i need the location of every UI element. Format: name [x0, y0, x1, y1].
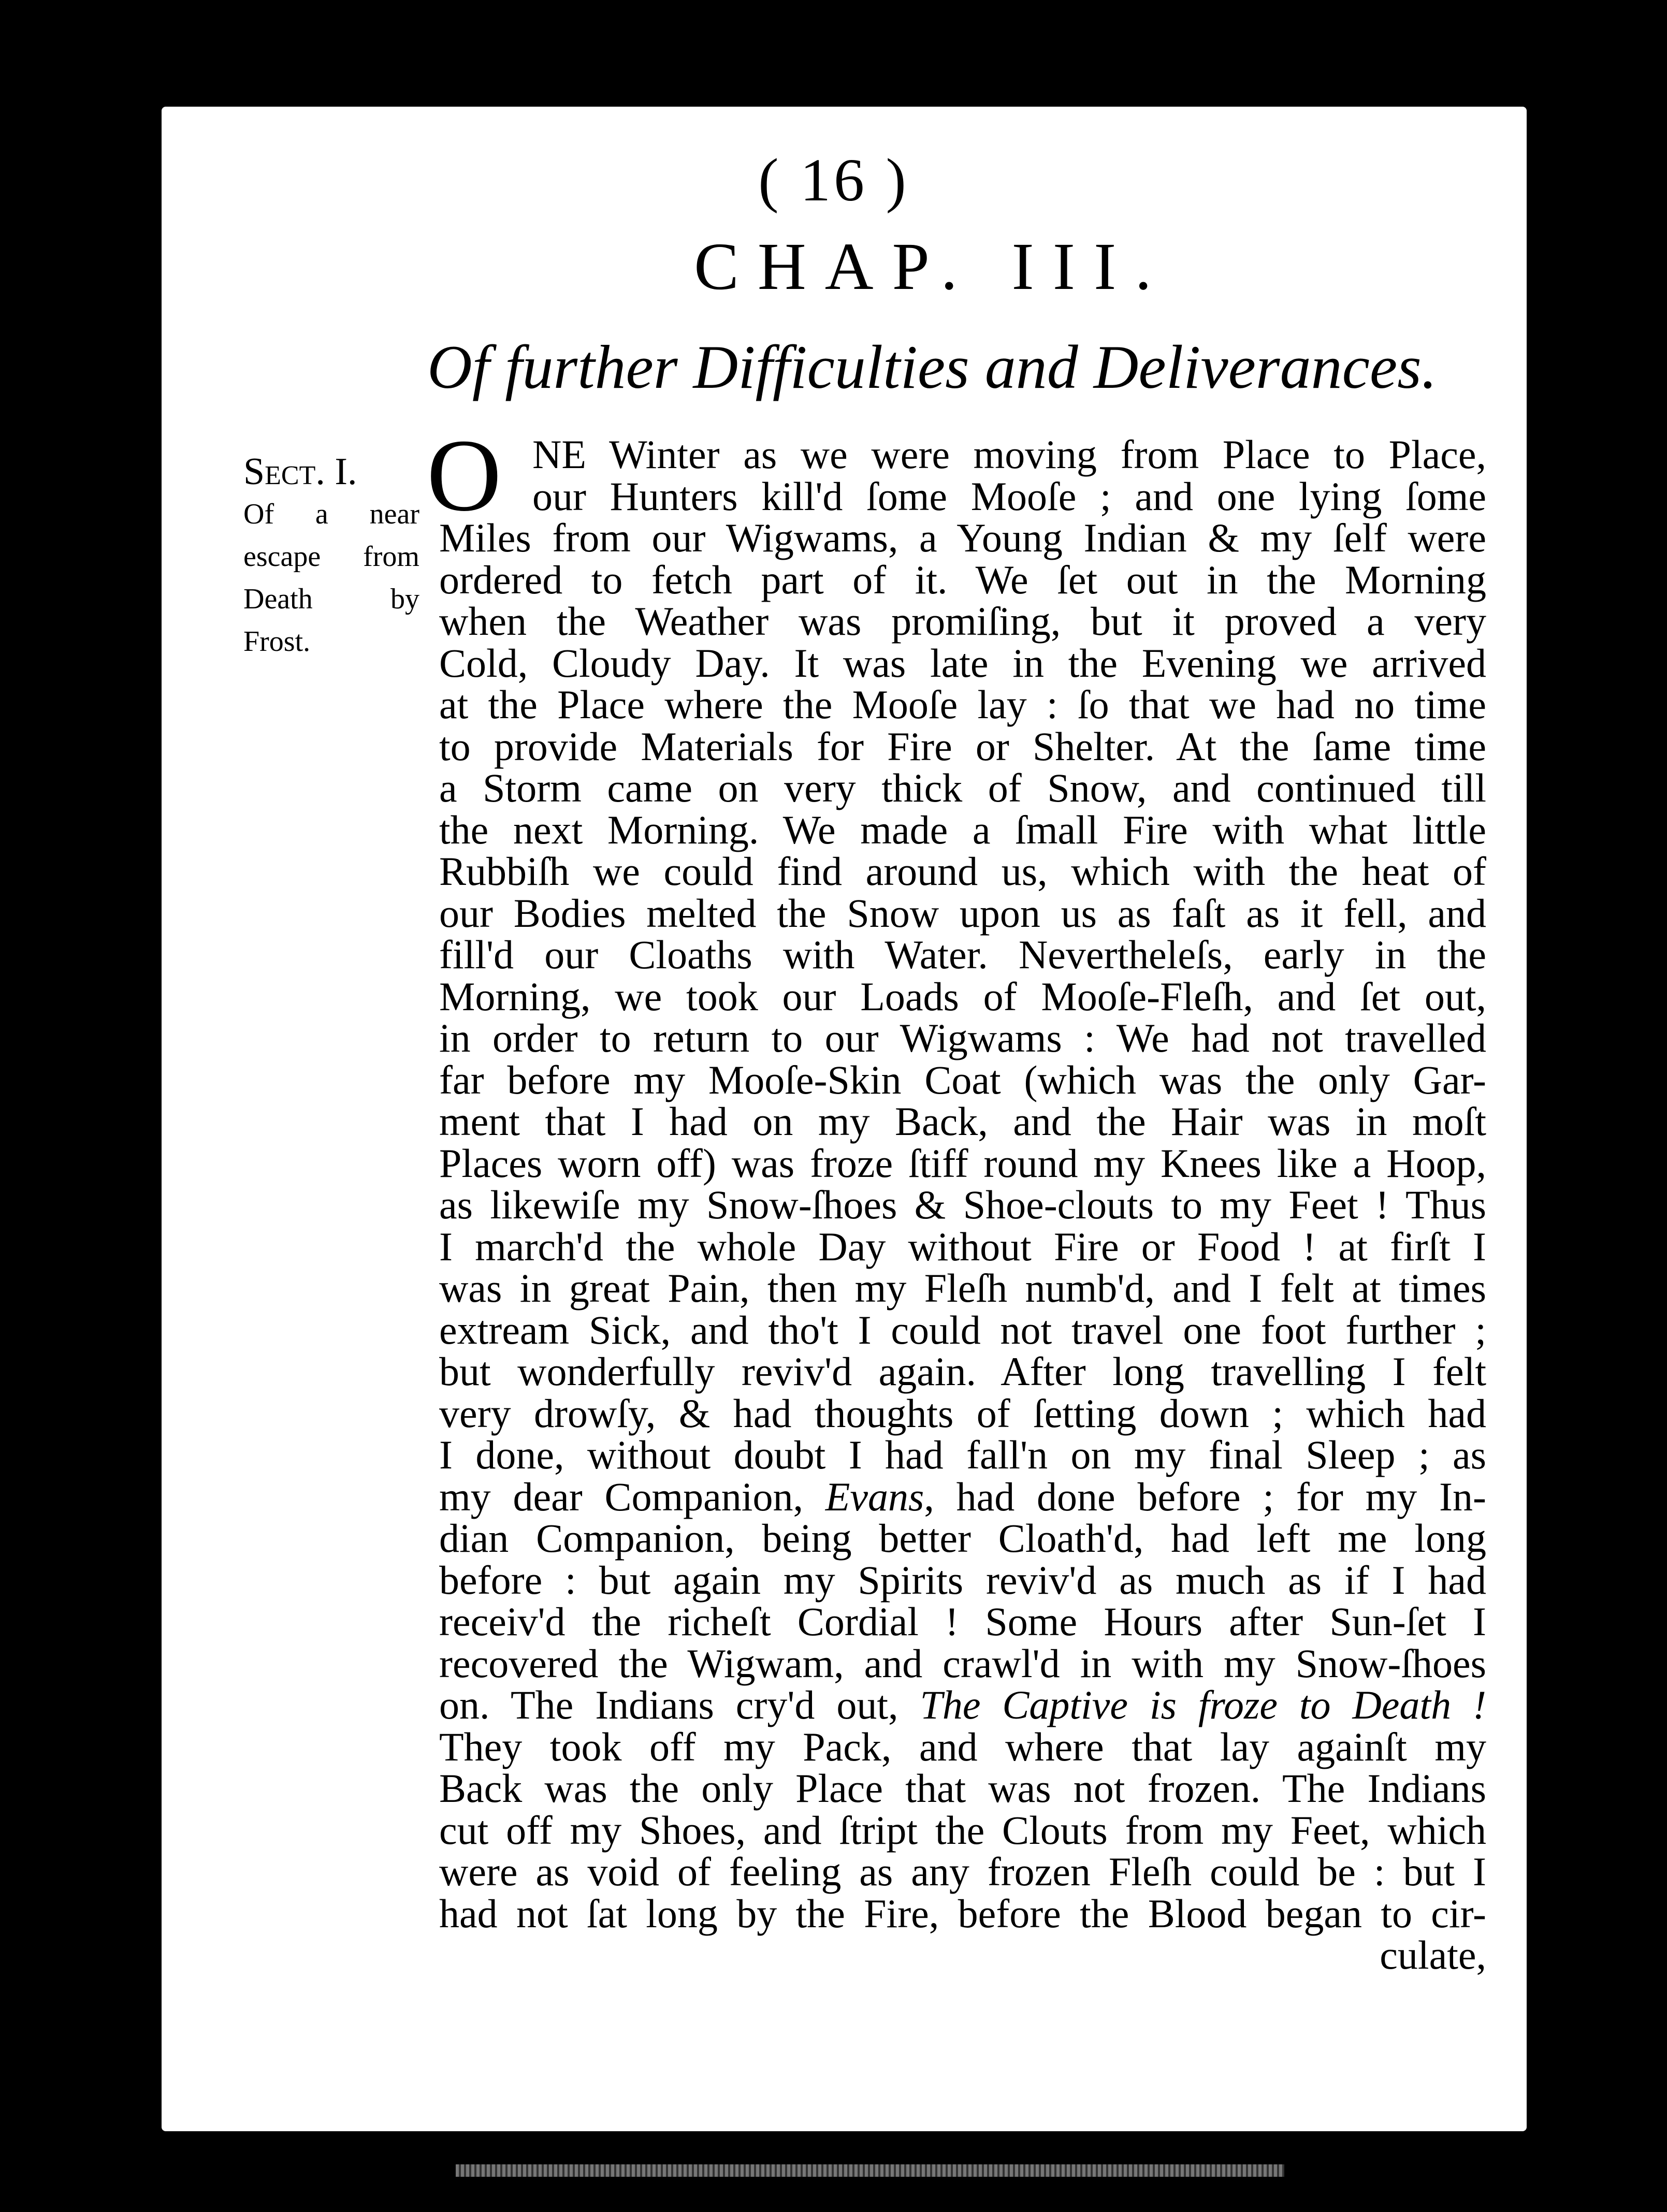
text-line: ment that I had on my Back, and the Hair was in moſt — [439, 1099, 1486, 1144]
text-line: ordered to fetch part of it. We ſet out in the Morning — [439, 557, 1486, 602]
drop-cap: O — [427, 418, 502, 533]
text-line: as likewiſe my Snow-ſhoes & Shoe-clouts to my Feet ! Thus — [439, 1182, 1486, 1227]
page-number: ( 16 ) — [758, 146, 909, 214]
text-line: NE Winter as we were moving from Place to Place, — [532, 432, 1486, 477]
text-line: the next Morning. We made a ſmall Fire with what little — [439, 807, 1486, 852]
text-line: when the Weather was promiſing, but it proved a very — [439, 599, 1486, 644]
text-line: Places worn off) was froze ſtiff round my Knees like a Hoop, — [439, 1140, 1486, 1186]
text-line-part: my dear Companion, — [439, 1474, 825, 1519]
text-line: fill'd our Cloaths with Water. Nevertheleſs, early in the — [439, 932, 1486, 977]
text-line: dian Companion, being better Cloath'd, had left me long — [439, 1516, 1486, 1561]
indians-quote: The Captive is froze to Death ! — [920, 1682, 1486, 1727]
chapter-heading: CHAP. III. — [694, 229, 1170, 304]
body-text — [427, 418, 1487, 1977]
scan-edge-artifact — [456, 2164, 1284, 2177]
text-line: in order to return to our Wigwams : We had not travelled — [439, 1015, 1486, 1060]
text-line — [439, 1684, 1486, 1726]
text-line: before : but again my Spirits reviv'd as much as if I had — [439, 1557, 1486, 1603]
text-line: I done, without doubt I had fall'n on my final Sleep ; as — [439, 1432, 1486, 1477]
text-line — [439, 1476, 1486, 1518]
text-line: Cold, Cloudy Day. It was late in the Evening we arrived — [439, 640, 1486, 686]
text-line: I march'd the whole Day without Fire or Food ! at firſt I — [439, 1224, 1486, 1269]
text-line: recovered the Wigwam, and crawl'd in with my Snow-ſhoes — [439, 1640, 1486, 1686]
text-line: extream Sick, and tho't I could not travel one foot further ; — [439, 1307, 1486, 1352]
text-line-part: , had done before ; for my In- — [924, 1474, 1487, 1519]
text-line: were as void of feeling as any frozen Fleſh could be : but I — [439, 1849, 1486, 1894]
text-line: a Storm came on very thick of Snow, and continued till — [439, 765, 1486, 810]
text-line: but wonderfully reviv'd again. After long travelling I felt — [439, 1349, 1486, 1394]
text-line: was in great Pain, then my Fleſh numb'd, and I felt at times — [439, 1265, 1486, 1311]
text-line: Back was the only Place that was not frozen. The Indians — [439, 1766, 1486, 1811]
section-label: Sect. I. — [243, 450, 357, 493]
text-line: cut off my Shoes, and ſtript the Clouts from my Feet, which — [439, 1807, 1486, 1853]
catchword: culate, — [1380, 1932, 1486, 1977]
text-line: had not ſat long by the Fire, before the Blood began to cir- — [439, 1890, 1486, 1936]
companion-name: Evans — [825, 1474, 924, 1519]
marginal-note — [243, 450, 419, 663]
chapter-title: Of further Difficulties and Deliverances. — [427, 332, 1437, 401]
text-line: our Hunters kill'd ſome Mooſe ; and one lying ſome — [532, 473, 1486, 519]
text-line: at the Place where the Mooſe lay : ſo that we had no time — [439, 682, 1486, 727]
text-line: They took off my Pack, and where that lay againſt my — [439, 1724, 1486, 1769]
text-line: receiv'd the richeſt Cordial ! Some Hours after Sun-ſet I — [439, 1599, 1486, 1644]
text-line: Morning, we took our Loads of Mooſe-Fleſh, and ſet out, — [439, 973, 1486, 1019]
text-line: Rubbiſh we could find around us, which with the heat of — [439, 849, 1486, 894]
text-line: our Bodies melted the Snow upon us as faſt as it fell, and — [439, 890, 1486, 936]
text-line: far before my Mooſe-Skin Coat (which was the only Gar- — [439, 1057, 1486, 1102]
text-line: Miles from our Wigwams, a Young Indian & my ſelf were — [439, 515, 1486, 560]
text-line: very drowſy, & had thoughts of ſetting down ; which had — [439, 1390, 1486, 1436]
text-line: to provide Materials for Fire or Shelter. At the ſame time — [439, 723, 1486, 769]
marginal-note-text: Of a near escape from Death by Frost. — [243, 498, 419, 658]
text-line-part: on. The Indians cry'd out, — [439, 1682, 920, 1727]
